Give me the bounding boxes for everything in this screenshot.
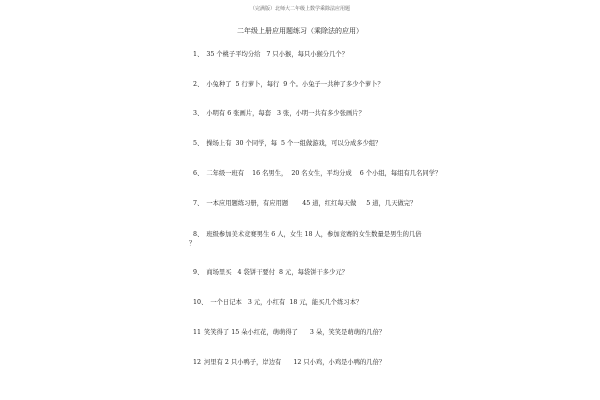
question-text: 河里有 2 只小鸭子，岸边有 12 只小鸡，小鸡是小鸭的几倍？ <box>204 359 386 366</box>
question-text: 笑笑得了 15 朵小红花，萌萌得了 3 朵，笑笑是萌萌的几倍？ <box>204 329 386 336</box>
question-text: 二年级一班有 16 名男生， 20 名女生，平均分成 6 个小组，每组有几名同学？ <box>206 170 442 177</box>
question-12 <box>189 349 489 367</box>
question-text: 班级参加美术竞赛男生 6 人，女生 18 人，参加竞赛的女生数量是男生的几倍 ？ <box>189 231 422 247</box>
question-3 <box>189 100 489 118</box>
question-text: 小兔种了 5 行萝卜，每行 9 个。小兔子一共种了多少个萝卜？ <box>206 81 384 88</box>
question-number: 6、 <box>193 170 204 177</box>
page-header-note: （完满版）北师大二年级上数学乘除法应用题 <box>249 6 350 12</box>
question-number: 1、 <box>193 51 204 58</box>
question-text: 35 个桃子平均分给 7 只小猴，每只小猴分几个？ <box>206 51 348 58</box>
question-text: 一个日记本 3 元，小红有 18 元，能买几个练习本？ <box>210 299 363 306</box>
question-number: 9、 <box>193 269 204 276</box>
question-6 <box>189 160 489 178</box>
question-11 <box>189 319 489 337</box>
question-number: 10、 <box>193 299 208 306</box>
question-number: 12 <box>193 359 202 366</box>
question-number: 2、 <box>193 81 204 88</box>
question-8 <box>189 221 489 248</box>
question-number: 11 <box>193 329 202 336</box>
question-9 <box>189 259 489 277</box>
question-number: 7、 <box>193 200 204 207</box>
question-10 <box>189 289 489 307</box>
question-5 <box>189 130 489 148</box>
question-text: 小明有 6 张画片，每套 3 张，小明一共有多少张画片？ <box>206 110 365 117</box>
question-text: 商场里买 4 袋饼干要付 8 元，每袋饼干多少元？ <box>206 269 348 276</box>
question-7 <box>189 190 489 208</box>
question-text: 操场上有 30 个同学，每 5 个一组做游戏，可以分成多少组？ <box>206 140 382 147</box>
question-text: 一本应用题练习册，有应用题 45 道，红红每天做 5 道，几天做完？ <box>206 200 417 207</box>
question-number: 3、 <box>193 110 204 117</box>
question-number: 8、 <box>193 231 204 238</box>
question-number: 5、 <box>193 140 204 147</box>
question-2 <box>189 71 489 89</box>
page-title: 二年级上册应用题练习（乘除法的应用） <box>237 27 363 35</box>
question-1 <box>189 41 489 59</box>
